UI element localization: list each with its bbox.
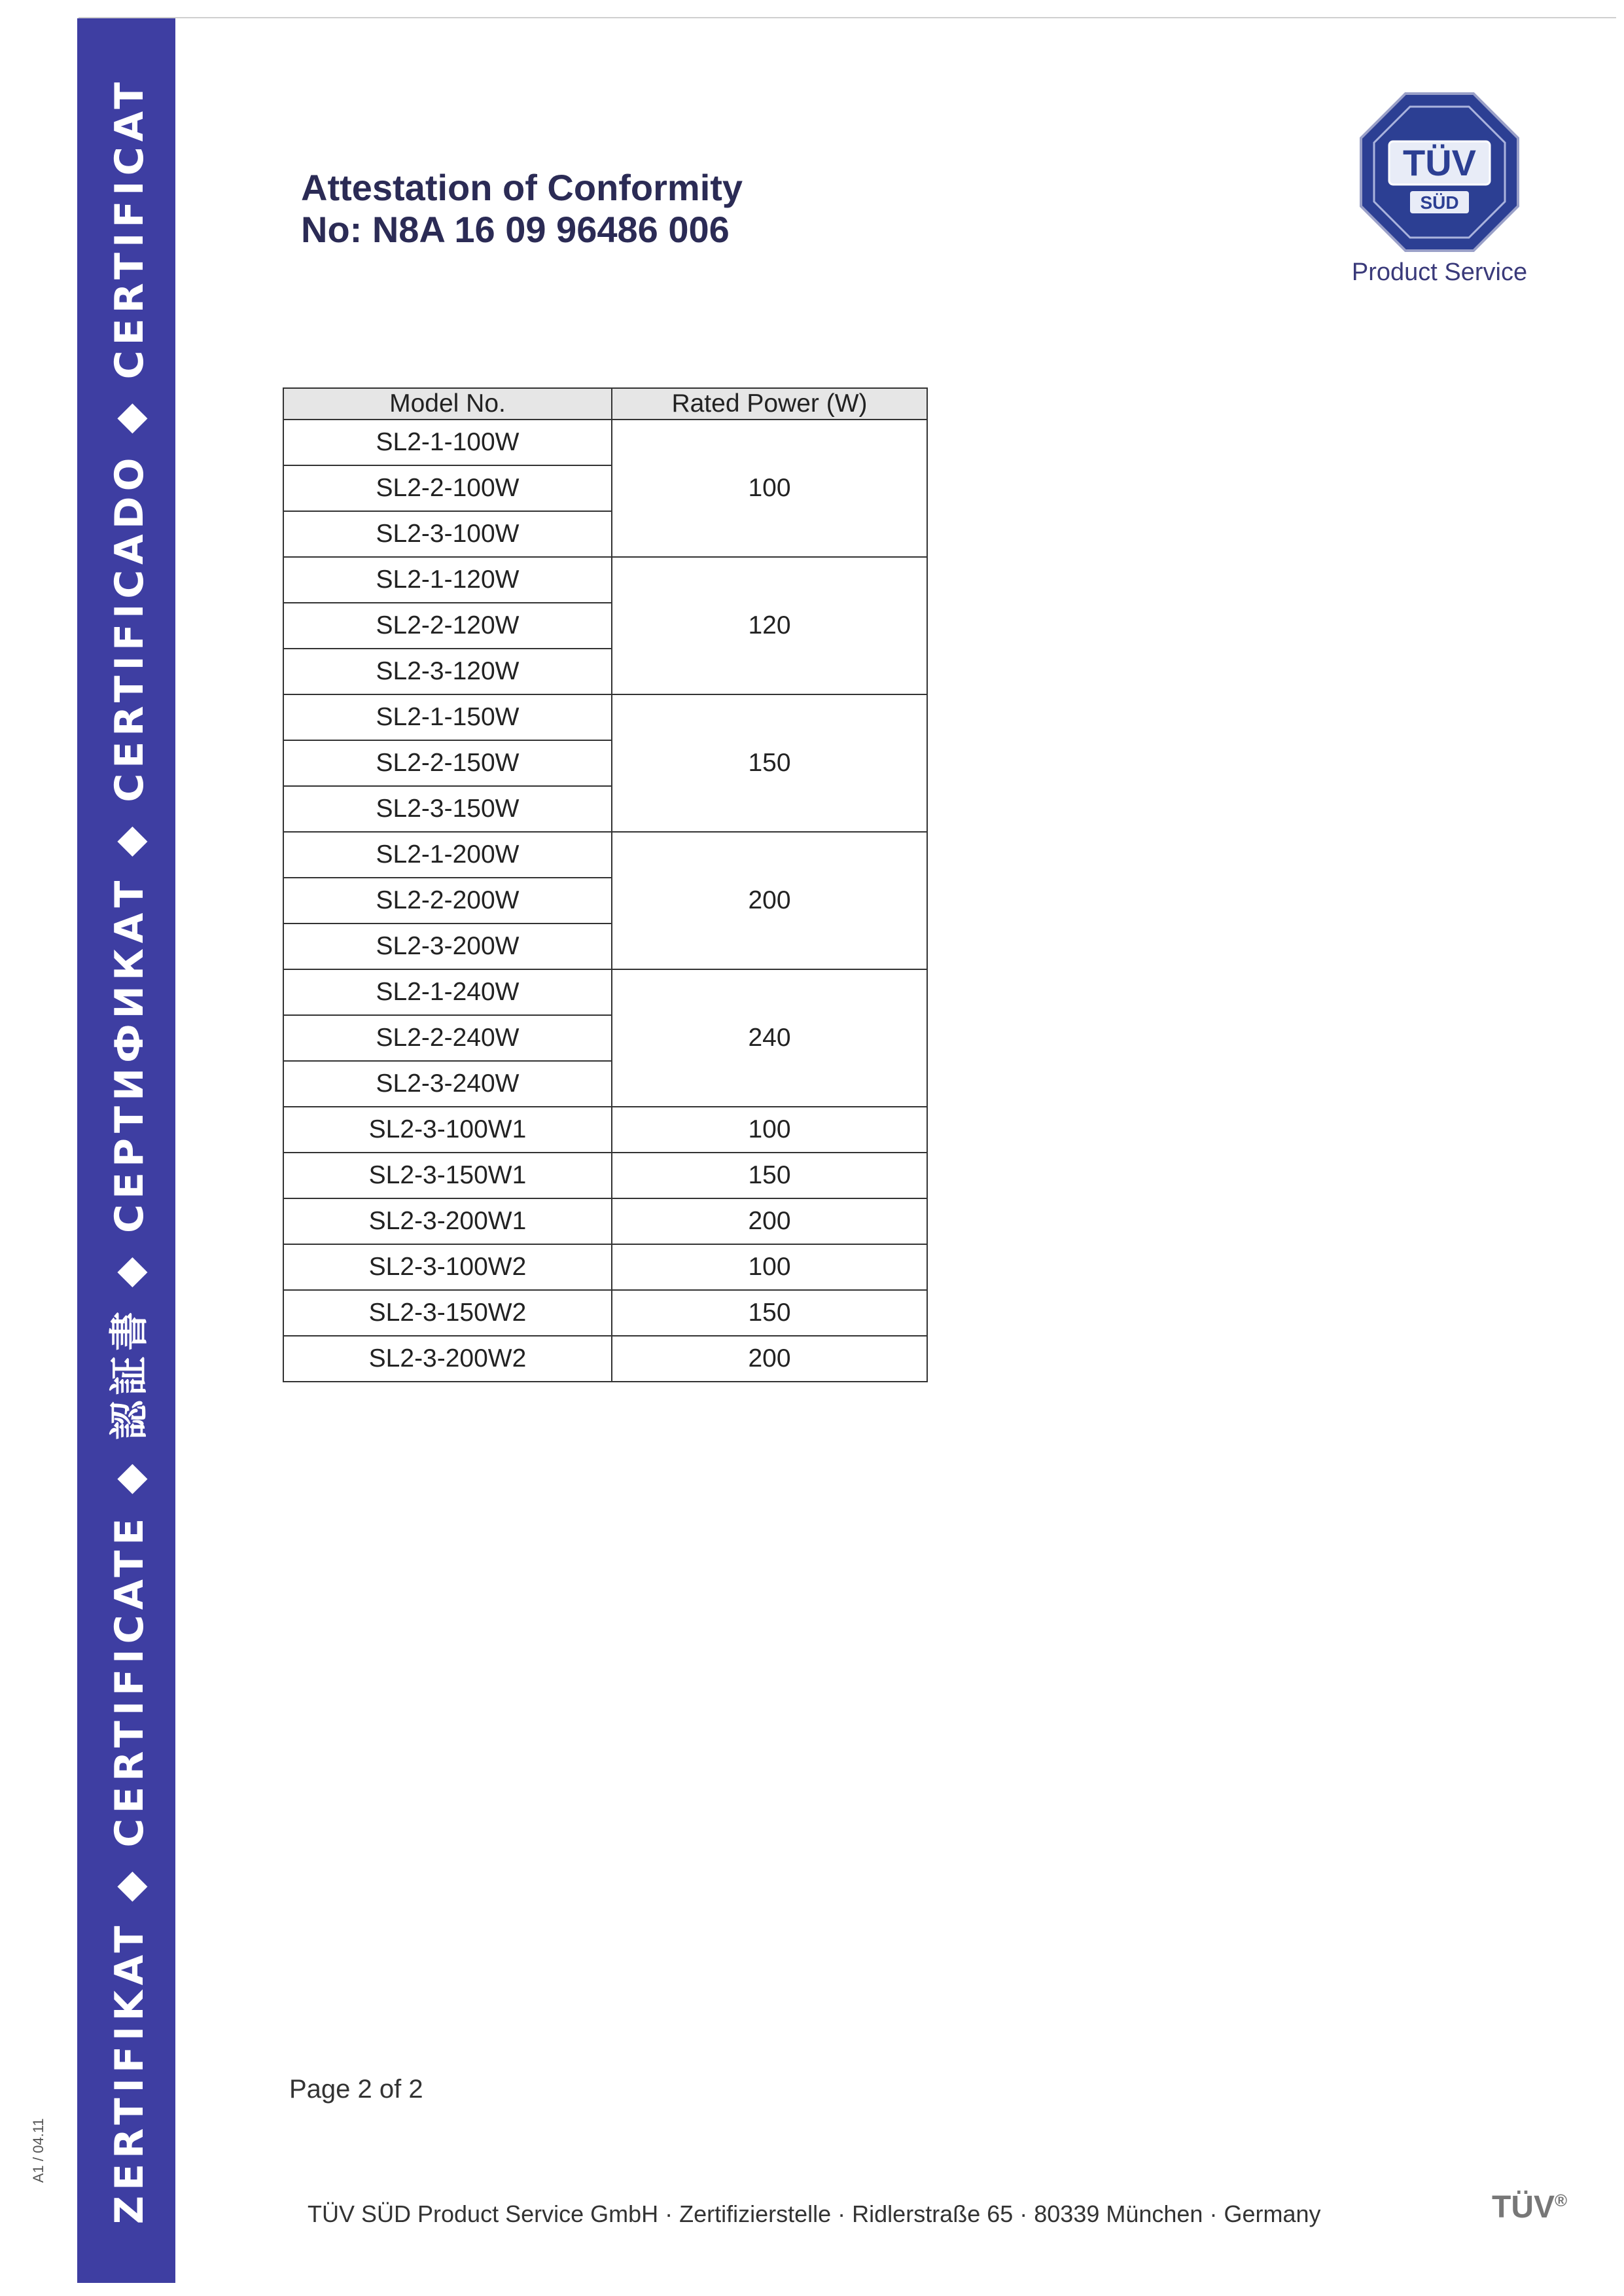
model-cell: SL2-3-150W2 (283, 1290, 612, 1336)
table-row (283, 1290, 927, 1336)
logo-mark-bottom: SÜD (1420, 192, 1459, 213)
table-header-row (283, 388, 927, 420)
top-rule (79, 17, 1616, 18)
certificate-number: No: N8A 16 09 96486 006 (301, 209, 730, 250)
footer-logo (1492, 2189, 1567, 2225)
model-cell: SL2-3-120W (283, 649, 612, 694)
table-row (283, 1198, 927, 1244)
model-cell: SL2-2-200W (283, 878, 612, 924)
power-cell: 200 (612, 832, 927, 969)
power-cell: 150 (612, 1153, 927, 1198)
model-cell: SL2-3-200W (283, 924, 612, 969)
document-title: Attestation of Conformity (301, 167, 743, 208)
column-header-model: Model No. (283, 388, 612, 420)
table-row (283, 832, 927, 878)
tuv-octagon-icon (1358, 90, 1521, 254)
logo-caption: Product Service (1351, 259, 1528, 286)
model-cell: SL2-3-150W (283, 786, 612, 832)
footer-logo-text: TÜV (1492, 2190, 1555, 2225)
power-cell: 120 (612, 557, 927, 694)
model-cell: SL2-3-100W1 (283, 1107, 612, 1153)
tuv-sud-logo (1358, 90, 1521, 254)
power-cell: 100 (612, 420, 927, 557)
model-cell: SL2-2-240W (283, 1015, 612, 1061)
power-cell: 200 (612, 1198, 927, 1244)
power-cell: 150 (612, 694, 927, 832)
model-cell: SL2-1-120W (283, 557, 612, 603)
model-table (283, 387, 928, 1382)
model-cell: SL2-1-200W (283, 832, 612, 878)
model-cell: SL2-1-100W (283, 420, 612, 465)
power-cell: 240 (612, 969, 927, 1107)
document-title-block (301, 167, 743, 251)
model-cell: SL2-2-100W (283, 465, 612, 511)
form-code: A1 / 04.11 (30, 2118, 46, 2183)
table-row (283, 694, 927, 740)
power-cell: 200 (612, 1336, 927, 1382)
table-body (283, 420, 927, 1382)
power-cell: 150 (612, 1290, 927, 1336)
column-header-power: Rated Power (W) (612, 388, 927, 420)
model-cell: SL2-3-200W1 (283, 1198, 612, 1244)
table-row (283, 420, 927, 465)
page-number: Page 2 of 2 (289, 2075, 423, 2104)
footer-address: TÜV SÜD Product Service GmbH · Zertifizierstelle · Ridlerstraße 65 · 80339 München · Germany (308, 2200, 1321, 2227)
model-cell: SL2-1-240W (283, 969, 612, 1015)
power-cell: 100 (612, 1107, 927, 1153)
table-row (283, 557, 927, 603)
logo-mark-top: TÜV (1403, 142, 1476, 183)
power-cell: 100 (612, 1244, 927, 1290)
certificate-side-band (77, 18, 175, 2283)
table-row (283, 1244, 927, 1290)
table-row (283, 1153, 927, 1198)
table-row (283, 969, 927, 1015)
model-cell: SL2-3-150W1 (283, 1153, 612, 1198)
model-cell: SL2-3-100W (283, 511, 612, 557)
model-cell: SL2-1-150W (283, 694, 612, 740)
side-band-text: ZERTIFIKAT ◆ CERTIFICATE ◆ 認証書 ◆ СЕРТИФИКАТ ◆ CERTIFICADO ◆ CERTIFICAT (107, 77, 152, 2225)
model-cell: SL2-3-200W2 (283, 1336, 612, 1382)
table-row (283, 1336, 927, 1382)
model-cell: SL2-2-150W (283, 740, 612, 786)
registered-mark: ® (1555, 2191, 1568, 2210)
table-row (283, 1107, 927, 1153)
model-cell: SL2-3-100W2 (283, 1244, 612, 1290)
model-cell: SL2-3-240W (283, 1061, 612, 1107)
model-cell: SL2-2-120W (283, 603, 612, 649)
